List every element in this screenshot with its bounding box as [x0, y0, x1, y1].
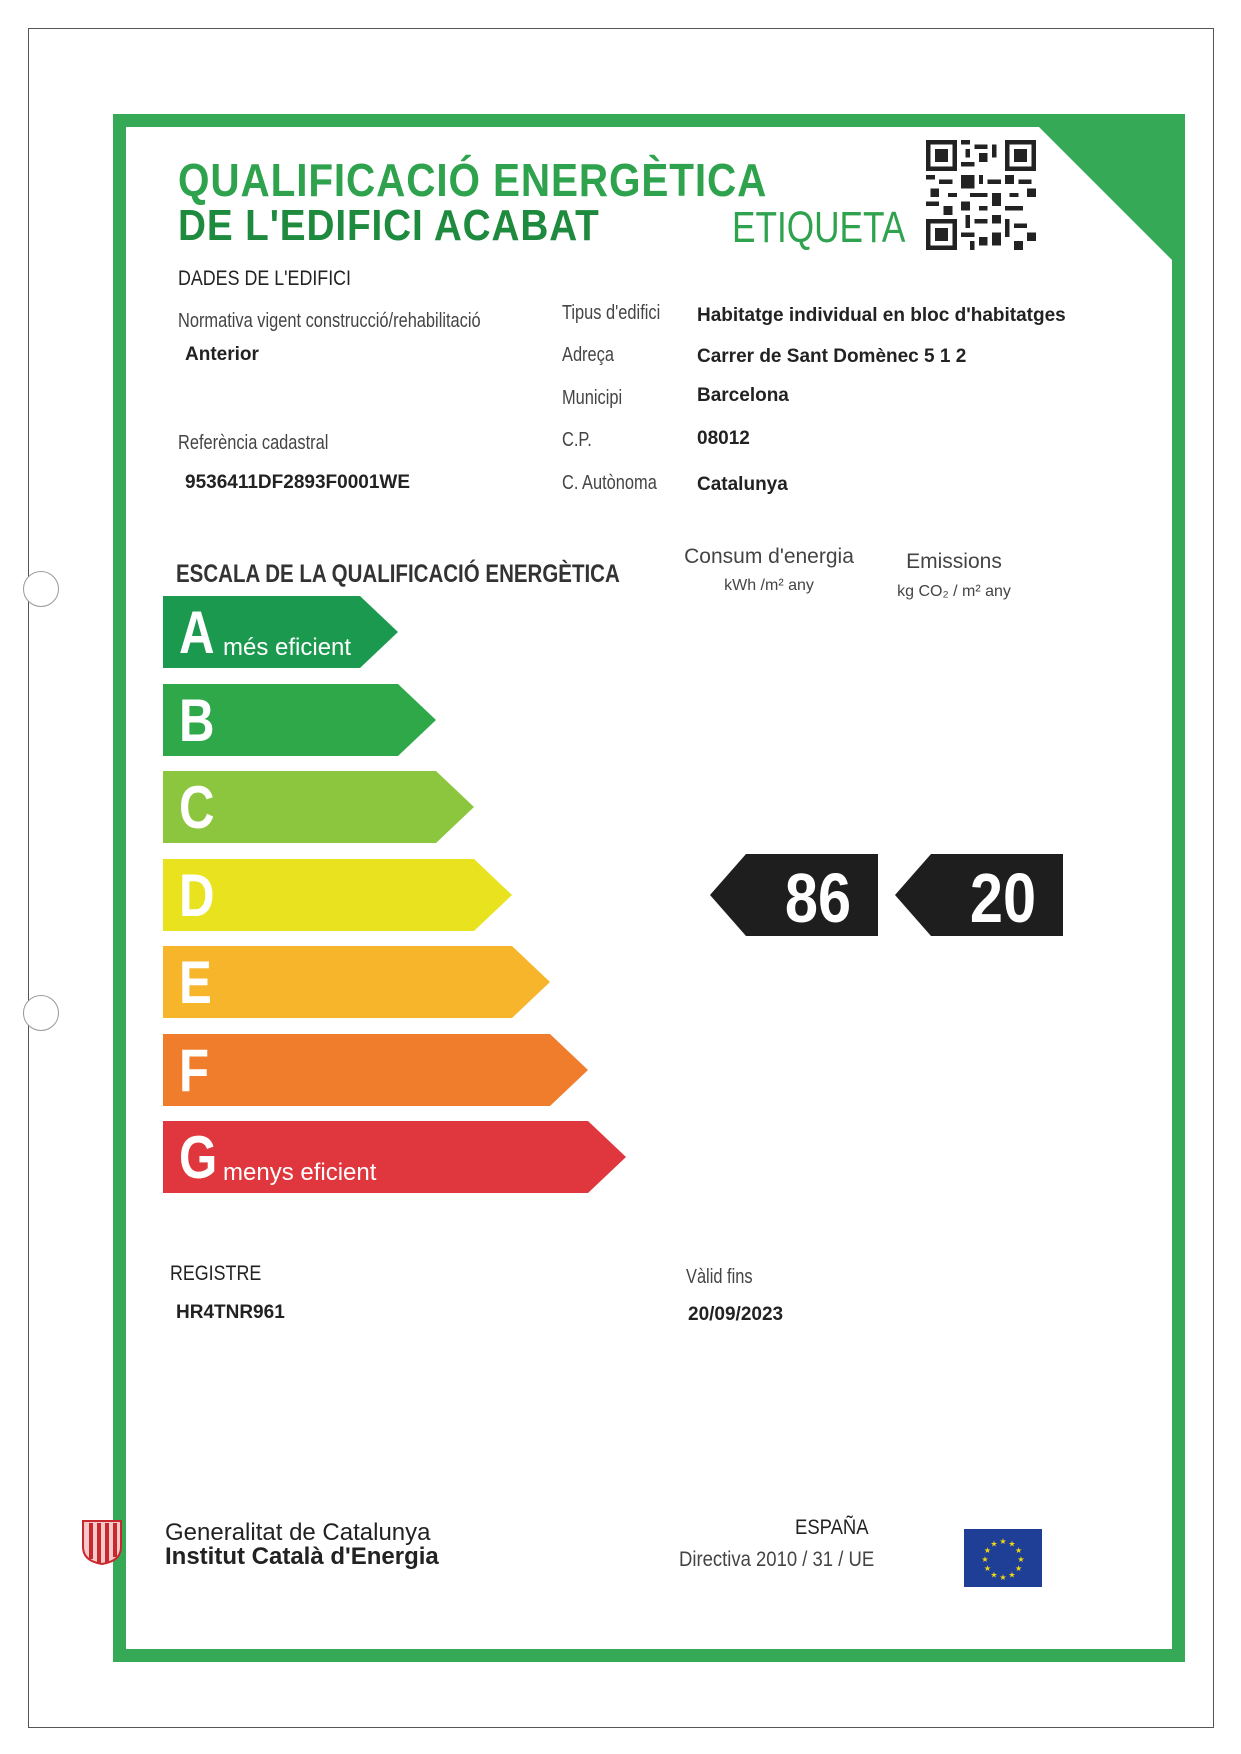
org-line2: Institut Català d'Energia: [165, 1543, 439, 1570]
svg-text:★: ★: [990, 1539, 998, 1549]
svg-text:★: ★: [981, 1555, 989, 1564]
energy-band-letter: G: [179, 1124, 218, 1191]
type-label: Tipus d'edifici: [562, 302, 661, 324]
emissions-unit: kg CO₂ / m² any: [897, 583, 1011, 600]
svg-text:★: ★: [1015, 1564, 1023, 1573]
energy-band-letter: A: [179, 599, 215, 666]
emissions-value: 20: [969, 858, 1037, 937]
energy-band-f: [163, 1034, 588, 1106]
postal-code-label: C.P.: [562, 429, 592, 451]
energy-band-letter: C: [179, 774, 215, 841]
energy-band-c: [163, 771, 474, 843]
consumption-indicator: [710, 854, 878, 936]
country-label: ESPAÑA: [795, 1516, 869, 1539]
energy-band-letter: D: [179, 861, 215, 929]
energy-band-d: [163, 859, 512, 931]
postal-code-value: 08012: [697, 428, 750, 449]
energy-band-arrow-d: [163, 859, 512, 931]
title-line2: DE L'EDIFICI ACABAT: [178, 201, 600, 250]
municipality-label: Municipi: [562, 387, 623, 409]
scale-title: ESCALA DE LA QUALIFICACIÓ ENERGÈTICA: [176, 560, 620, 588]
corner-triangle: [1038, 126, 1173, 261]
consumption-value: 86: [784, 858, 852, 937]
emissions-label: Emissions: [906, 550, 1002, 573]
svg-text:★: ★: [1008, 1570, 1016, 1580]
consumption-label: Consum d'energia: [684, 545, 854, 568]
valid-until-value: 20/09/2023: [688, 1304, 784, 1325]
svg-text:★: ★: [1017, 1555, 1025, 1564]
svg-text:★: ★: [1008, 1539, 1016, 1549]
label-word: ETIQUETA: [732, 203, 906, 252]
region-label: C. Autònoma: [562, 472, 657, 494]
register-label: REGISTRE: [170, 1262, 262, 1285]
consumption-unit: kWh /m² any: [724, 577, 814, 594]
regulation-label: Normativa vigent construcció/rehabilitació: [178, 310, 481, 332]
address-label: Adreça: [562, 344, 614, 366]
region-value: Catalunya: [697, 474, 788, 495]
energy-band-arrow-f: [163, 1034, 588, 1106]
energy-band-letter: F: [179, 1036, 210, 1104]
qr-code-icon: [926, 140, 1036, 250]
energy-band-arrow-e: [163, 946, 550, 1018]
cadastral-label: Referència cadastral: [178, 432, 329, 454]
org-line1: Generalitat de Catalunya: [165, 1519, 431, 1546]
punch-hole-bottom: [23, 995, 59, 1031]
building-section-title: DADES DE L'EDIFICI: [178, 267, 352, 290]
type-value: Habitatge individual en bloc d'habitatges: [697, 305, 1066, 326]
directive-label: Directiva 2010 / 31 / UE: [679, 1548, 875, 1571]
valid-until-label: Vàlid fins: [686, 1266, 753, 1288]
punch-hole-top: [23, 571, 59, 607]
title-line1: QUALIFICACIÓ ENERGÈTICA: [178, 154, 768, 206]
svg-text:★: ★: [983, 1546, 991, 1555]
catalonia-coat-of-arms-icon: [81, 1519, 123, 1565]
svg-text:★: ★: [1015, 1546, 1023, 1555]
energy-label: [113, 114, 1185, 1662]
energy-band-a: [163, 596, 398, 668]
register-value: HR4TNR961: [176, 1302, 285, 1323]
energy-band-g: [163, 1121, 626, 1193]
municipality-value: Barcelona: [697, 385, 789, 406]
regulation-value: Anterior: [185, 344, 259, 365]
energy-band-note: més eficient: [223, 634, 352, 661]
energy-band-e: [163, 946, 550, 1018]
address-value: Carrer de Sant Domènec 5 1 2: [697, 346, 967, 367]
certificate-sheet: [28, 28, 1214, 1728]
svg-text:★: ★: [999, 1537, 1007, 1546]
energy-band-b: [163, 684, 436, 756]
energy-band-letter: E: [179, 949, 212, 1016]
cadastral-value: 9536411DF2893F0001WE: [185, 472, 410, 493]
energy-band-note: menys eficient: [223, 1159, 377, 1186]
emissions-indicator: [895, 854, 1063, 936]
svg-text:★: ★: [990, 1570, 998, 1580]
energy-band-letter: B: [179, 686, 215, 754]
svg-text:★: ★: [983, 1564, 991, 1573]
svg-text:★: ★: [999, 1573, 1007, 1582]
eu-flag-icon: [964, 1529, 1042, 1587]
